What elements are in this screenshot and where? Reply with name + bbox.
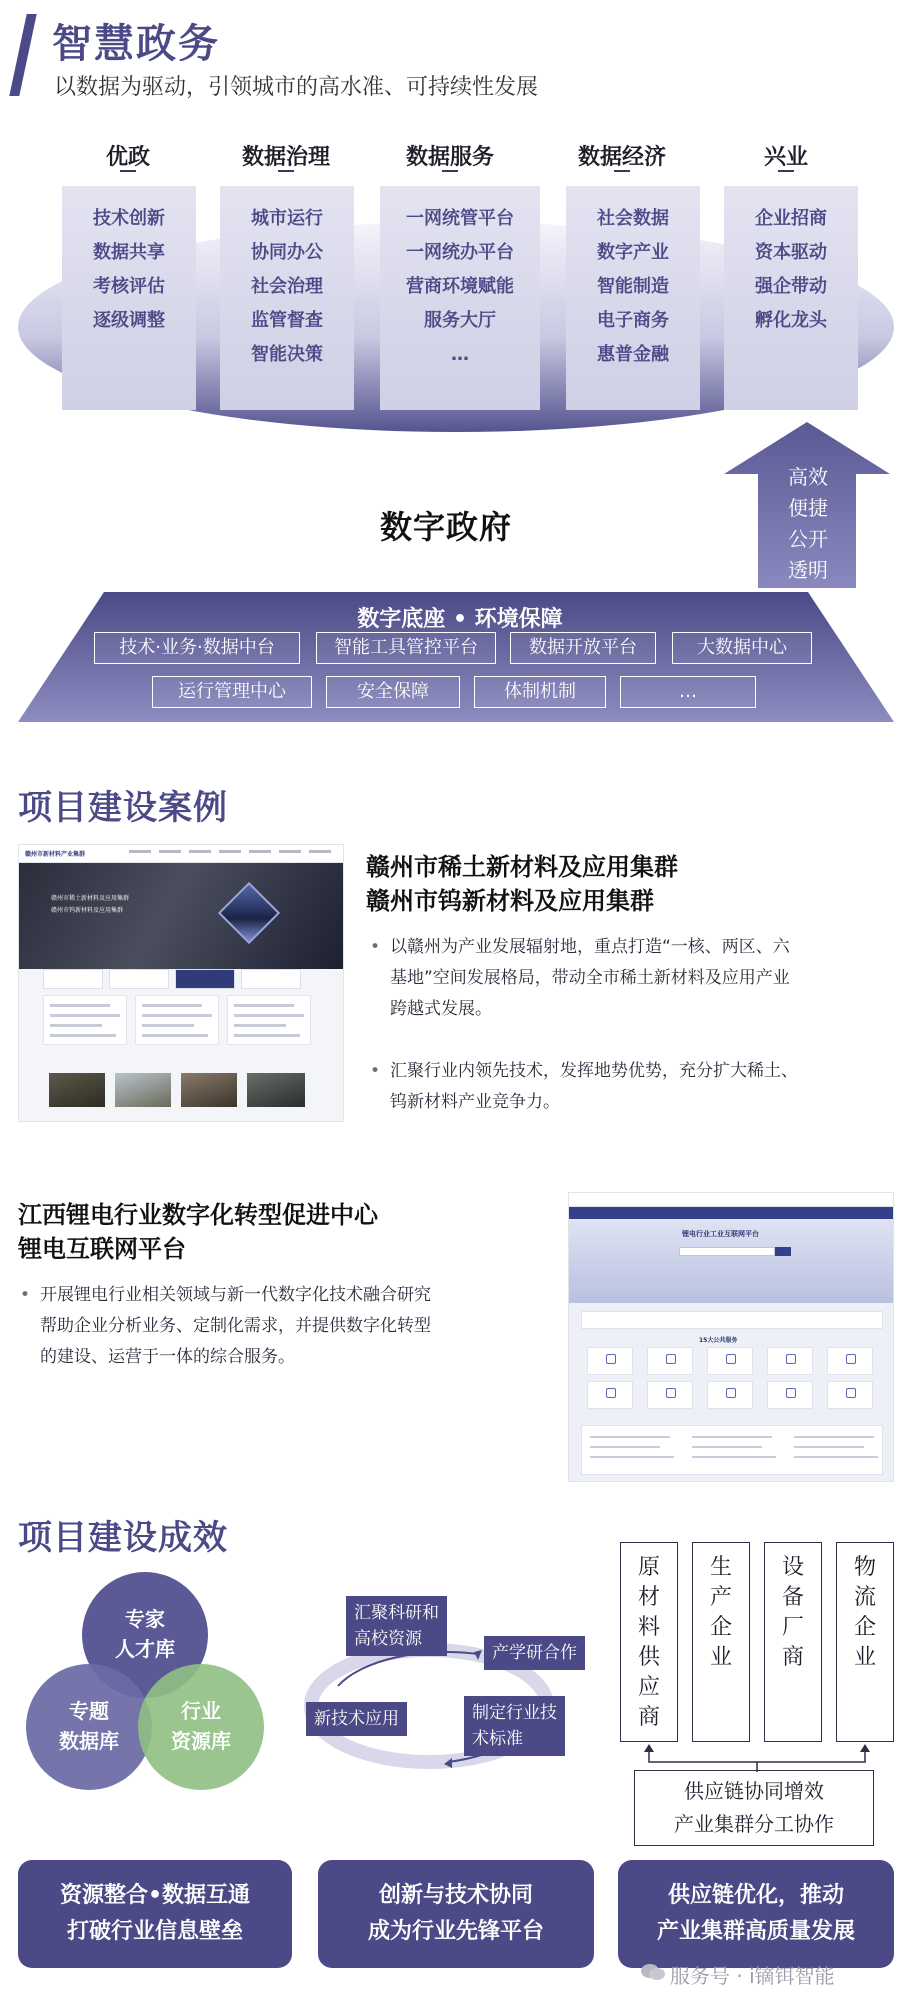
chain-char: 流 (853, 1585, 876, 1610)
mock-line (50, 1024, 102, 1027)
bullet-line: 跨越式发展。 (390, 999, 492, 1019)
base-item: 智能工具管控平台 (316, 632, 496, 664)
mock-line (234, 1024, 286, 1027)
chain-char: 供 (637, 1645, 660, 1670)
arrow-line: 高效 (788, 465, 828, 489)
mock-line (142, 1024, 194, 1027)
case2-bullet (40, 1280, 560, 1373)
mock-hero (19, 863, 343, 969)
mock-service-tile (587, 1381, 633, 1409)
mock-service-tile (647, 1347, 693, 1375)
service-icon (606, 1354, 616, 1364)
circle-line: 行业 (181, 1699, 221, 1723)
flow-line: 制定行业技 (472, 1703, 557, 1723)
mock-line (590, 1456, 674, 1458)
header-accent-bar (9, 14, 36, 96)
mock-menu-item (159, 850, 181, 853)
chain-char: 厂 (781, 1615, 804, 1640)
mock-photo (247, 1073, 305, 1107)
pillar-item: 协同办公 (251, 242, 323, 263)
section-title-cases: 项目建设案例 (18, 788, 228, 828)
pillar-item: 数字产业 (597, 242, 669, 263)
chain-char: 料 (637, 1615, 660, 1640)
pillar-rule (614, 170, 630, 172)
pillar-item: 技术创新 (93, 208, 165, 229)
pillar-rule (120, 170, 136, 172)
mock-section-title: 15大公共服务 (699, 1337, 738, 1344)
pillar-item: 社会数据 (597, 208, 669, 229)
watermark: 服务号 · i镝铒智能 (670, 1964, 835, 1988)
chain-char: 物 (853, 1555, 876, 1580)
cube-graphic (218, 882, 280, 944)
mock-service-tile (707, 1347, 753, 1375)
mock-menu-item (189, 850, 211, 853)
mock-line (590, 1446, 660, 1448)
service-icon (786, 1354, 796, 1364)
pillar-item: 强企带动 (755, 276, 827, 297)
bullet-line: 汇聚行业内领先技术，发挥地势优势，充分扩大稀土、 (390, 1061, 798, 1081)
mock-line (234, 1014, 304, 1017)
chain-char: 应 (637, 1675, 660, 1700)
chain-char: 企 (853, 1615, 876, 1640)
chain-summary-line: 供应链协同增效 (684, 1779, 824, 1803)
mock-service-tile (767, 1381, 813, 1409)
digital-gov-title: 数字政府 (380, 508, 513, 546)
chain-char: 生 (709, 1555, 732, 1580)
page-title: 智慧政务 (52, 21, 220, 67)
case2-heading: 江西锂电行业数字化转型促进中心 (18, 1201, 378, 1229)
pillar-item: 惠普金融 (597, 344, 669, 365)
service-icon (786, 1388, 796, 1398)
chain-char: 商 (637, 1705, 660, 1730)
pillar-item: 城市运行 (251, 208, 323, 229)
mock-photo (181, 1073, 237, 1107)
chain-col-producer (692, 1542, 750, 1742)
chain-char: 企 (709, 1615, 732, 1640)
mock-photo (49, 1073, 105, 1107)
pillar-title: 兴业 (763, 145, 808, 170)
service-icon (726, 1388, 736, 1398)
chain-summary-box (634, 1770, 874, 1846)
result-band (18, 1860, 292, 1968)
pillar-title: 数据经济 (577, 145, 666, 170)
base-item: … (620, 676, 756, 708)
case1-heading: 赣州市稀土新材料及应用集群 (366, 853, 678, 881)
base-item: 运行管理中心 (152, 676, 312, 708)
mock-line (50, 1034, 116, 1037)
circle-line: 数据库 (59, 1729, 119, 1753)
service-icon (846, 1354, 856, 1364)
band-line: 资源整合•数据互通 (59, 1883, 251, 1908)
pillar-item: 智能决策 (251, 344, 323, 365)
case1-screenshot (18, 844, 344, 1122)
pillar-box (380, 186, 540, 410)
mock-line (234, 1034, 300, 1037)
pillar-item: 数据共享 (93, 242, 165, 263)
mock-menu-item (309, 850, 331, 853)
circle-line: 人才库 (115, 1637, 175, 1661)
circle-line: 专家 (125, 1607, 165, 1631)
base-item: 大数据中心 (672, 632, 812, 664)
mock-line (692, 1456, 776, 1458)
pillar-rule (278, 170, 294, 172)
mock-card (241, 969, 301, 989)
service-icon (606, 1388, 616, 1398)
arrow-text (772, 462, 844, 586)
band-line: 成为行业先锋平台 (367, 1919, 544, 1944)
bullet-line: 钨新材料产业竞争力。 (390, 1092, 560, 1112)
bullet-line: 的建设、运营于一体的综合服务。 (40, 1347, 295, 1367)
chain-col-equipment (764, 1542, 822, 1742)
chain-summary-line: 产业集群分工协作 (674, 1812, 834, 1836)
pillar-title: 数据治理 (241, 145, 330, 170)
pillar-item: 资本驱动 (755, 242, 827, 263)
mock-service-tile (587, 1347, 633, 1375)
mock-card (109, 969, 169, 989)
mock-service-tile (827, 1381, 873, 1409)
pillar-item: 监管督查 (251, 310, 323, 331)
pillar-item: 一网统办平台 (406, 242, 514, 263)
pillar-item: 电子商务 (597, 310, 669, 331)
mock-stats-strip (581, 1311, 883, 1329)
mock-topbar (569, 1193, 893, 1207)
pillar-rule (442, 170, 458, 172)
flow-box-newtech (306, 1702, 407, 1736)
pillar-title: 优政 (105, 145, 150, 170)
mock-logo: 赣州市新材料产业集群 (25, 851, 86, 858)
mock-line (50, 1014, 120, 1017)
flow-line: 高校资源 (354, 1629, 422, 1649)
base-item: 技术·业务·数据中台 (94, 632, 300, 664)
circle-topic-db (26, 1664, 152, 1790)
mock-menu-item (279, 850, 301, 853)
pillar-box (220, 186, 354, 410)
arrow-line: 公开 (788, 527, 828, 551)
pillar-item: 孵化龙头 (755, 310, 827, 331)
chain-char: 原 (637, 1555, 660, 1580)
pillar-item: 一网统管平台 (406, 208, 514, 229)
mock-photo (115, 1073, 171, 1107)
result-band (618, 1860, 894, 1968)
mock-service-tile (767, 1347, 813, 1375)
mock-line (142, 1034, 208, 1037)
flow-line: 汇聚科研和 (354, 1603, 439, 1623)
chain-char: 备 (781, 1585, 804, 1610)
chain-col-supplier (620, 1542, 678, 1742)
bullet-icon: • (370, 937, 381, 957)
mock-card (175, 969, 235, 989)
mock-search-button (775, 1247, 791, 1256)
case2-heading: 锂电互联网平台 (18, 1235, 186, 1263)
bullet-icon: • (20, 1285, 31, 1305)
pillar-item: … (451, 344, 469, 365)
pillar-item: 智能制造 (597, 276, 669, 297)
pillar-item: 考核评估 (93, 276, 165, 297)
chain-char: 材 (637, 1585, 660, 1610)
arrow-line: 透明 (788, 558, 828, 582)
mock-menu-item (249, 850, 271, 853)
case1-bullet (390, 1056, 900, 1118)
flow-box-standard (464, 1696, 565, 1756)
case1-bullet (390, 932, 900, 1025)
service-icon (726, 1354, 736, 1364)
band-line: 创新与技术协同 (378, 1883, 533, 1908)
chain-char: 业 (709, 1645, 732, 1670)
mock-line (590, 1436, 670, 1438)
mock-line (794, 1446, 864, 1448)
case1-heading: 赣州市钨新材料及应用集群 (366, 887, 654, 915)
pillar-item: 企业招商 (755, 208, 827, 229)
circle-line: 专题 (69, 1699, 109, 1723)
pillar-box (566, 186, 700, 410)
mock-menu-item (219, 850, 241, 853)
pillar-item: 社会治理 (251, 276, 323, 297)
pillar-box (62, 186, 196, 410)
base-item: 体制机制 (474, 676, 606, 708)
arrow-line: 便捷 (788, 496, 828, 520)
mock-line (142, 1004, 202, 1007)
result-band (318, 1860, 594, 1968)
mock-line (50, 1004, 110, 1007)
circle-line: 资源库 (171, 1729, 231, 1753)
bullet-line: 开展锂电行业相关领域与新一代数字化技术融合研究 (40, 1285, 431, 1305)
mock-list (43, 995, 127, 1045)
mock-line (692, 1436, 772, 1438)
service-icon (666, 1388, 676, 1398)
flow-line: 术标准 (472, 1729, 523, 1749)
flow-line: 产学研合作 (492, 1643, 577, 1663)
mock-bottom-panel (581, 1425, 883, 1475)
band-line: 供应链优化，推动 (667, 1883, 844, 1908)
wechat-icon (640, 1962, 666, 1982)
mock-line (692, 1446, 762, 1448)
base-title: 数字底座 • 环境保障 (357, 607, 563, 632)
band-line: 产业集群高质量发展 (656, 1919, 855, 1944)
section-title-results: 项目建设成效 (18, 1518, 228, 1558)
chain-connector-lines (620, 1742, 896, 1772)
mock-line (794, 1456, 878, 1458)
mock-nav (19, 845, 343, 863)
bullet-line: 以赣州为产业发展辐射地，重点打造“一核、两区、六 (390, 937, 790, 957)
mock-service-tile (827, 1347, 873, 1375)
case2-screenshot (568, 1192, 894, 1482)
pillar-item: 逐级调整 (93, 310, 165, 331)
pillar-title: 数据服务 (405, 145, 494, 170)
base-item: 数据开放平台 (510, 632, 656, 664)
mock-card (43, 969, 103, 989)
base-item: 安全保障 (326, 676, 460, 708)
bullet-icon: • (370, 1061, 381, 1081)
chain-char: 产 (709, 1585, 732, 1610)
band-line: 打破行业信息壁垒 (66, 1919, 243, 1944)
flow-box-collab (484, 1636, 585, 1670)
mock-list (227, 995, 311, 1045)
mock-hero-title: 锂电行业工业互联网平台 (682, 1230, 759, 1238)
bullet-line: 帮助企业分析业务、定制化需求，并提供数字化转型 (40, 1316, 431, 1336)
chain-char: 商 (781, 1645, 804, 1670)
chain-col-logistics (836, 1542, 894, 1742)
mock-search-input (679, 1247, 775, 1256)
pillar-item: 服务大厅 (424, 310, 496, 331)
page-subtitle: 以数据为驱动，引领城市的高水准、可持续性发展 (54, 75, 539, 100)
mock-service-tile (707, 1381, 753, 1409)
mock-hero-line: 赣州市稀土新材料及应用集群 (51, 895, 130, 902)
pillar-item: 营商环境赋能 (406, 276, 514, 297)
service-icon (666, 1354, 676, 1364)
mock-service-tile (647, 1381, 693, 1409)
pillar-rule (778, 170, 794, 172)
mock-line (142, 1014, 212, 1017)
mock-hero-line: 赣州市钨新材料及应用集群 (51, 907, 124, 914)
pillar-box (724, 186, 858, 410)
mock-line (794, 1436, 874, 1438)
service-icon (846, 1388, 856, 1398)
bullet-line: 基地”空间发展格局，带动全市稀土新材料及应用产业 (390, 968, 790, 988)
chain-char: 业 (853, 1645, 876, 1670)
mock-line (234, 1004, 294, 1007)
mock-nav (569, 1207, 893, 1219)
flow-line: 新技术应用 (314, 1709, 399, 1729)
mock-list (135, 995, 219, 1045)
circle-industry-res (138, 1664, 264, 1790)
chain-char: 设 (781, 1555, 804, 1580)
mock-menu-item (129, 850, 151, 853)
flow-box-research (346, 1596, 447, 1656)
